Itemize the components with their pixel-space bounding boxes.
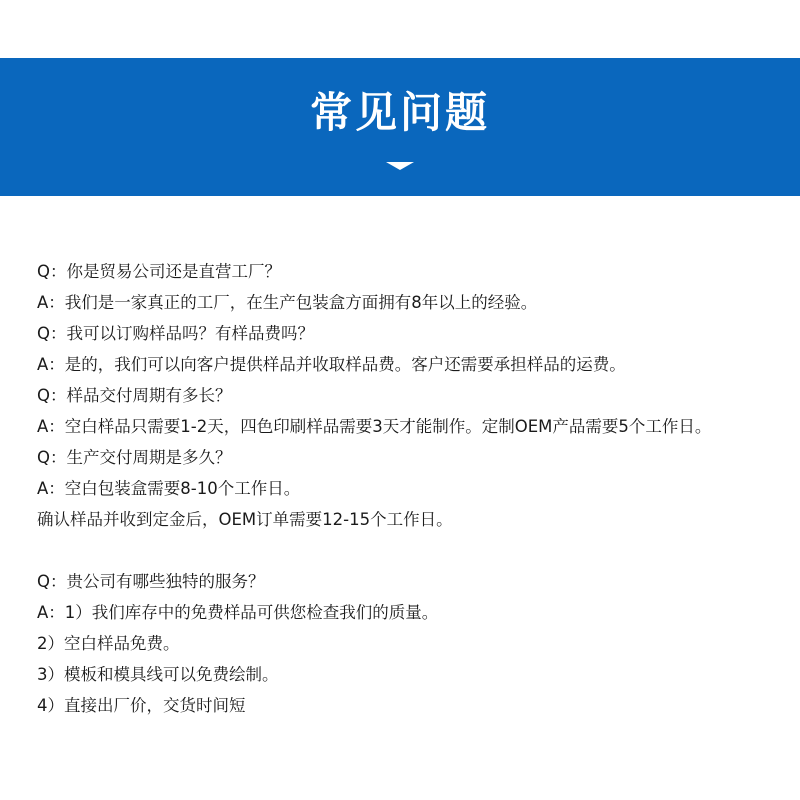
answer-line: 确认样品并收到定金后，OEM订单需要12-15个工作日。 xyxy=(37,510,453,529)
question-line: Q：我可以订购样品吗？有样品费吗？ xyxy=(37,324,314,343)
answer-line: A：1）我们库存中的免费样品可供您检查我们的质量。 xyxy=(37,603,439,622)
page-title: 常见问题 xyxy=(309,88,490,137)
answer-line: A：我们是一家真正的工厂，在生产包装盒方面拥有8年以上的经验。 xyxy=(37,293,538,312)
answer-line: A：空白包装盒需要8-10个工作日。 xyxy=(37,479,301,498)
answer-line: 4）直接出厂价，交货时间短 xyxy=(37,696,246,715)
answer-line: A：是的，我们可以向客户提供样品并收取样品费。客户还需要承担样品的运费。 xyxy=(37,355,626,374)
answer-line: 2）空白样品免费。 xyxy=(37,634,180,653)
chevron-down-icon xyxy=(386,162,414,170)
question-line: Q：生产交付周期是多久？ xyxy=(37,448,232,467)
section-spacer xyxy=(37,535,787,566)
question-line: Q：样品交付周期有多长？ xyxy=(37,386,232,405)
answer-line: A：空白样品只需要1-2天，四色印刷样品需要3天才能制作。定制OEM产品需要5个工作日。 xyxy=(37,417,712,436)
faq-list xyxy=(37,256,787,721)
header-banner xyxy=(0,58,800,196)
question-line: Q：贵公司有哪些独特的服务？ xyxy=(37,572,265,591)
answer-line: 3）模板和模具线可以免费绘制。 xyxy=(37,665,279,684)
question-line: Q：你是贸易公司还是直营工厂？ xyxy=(37,262,281,281)
